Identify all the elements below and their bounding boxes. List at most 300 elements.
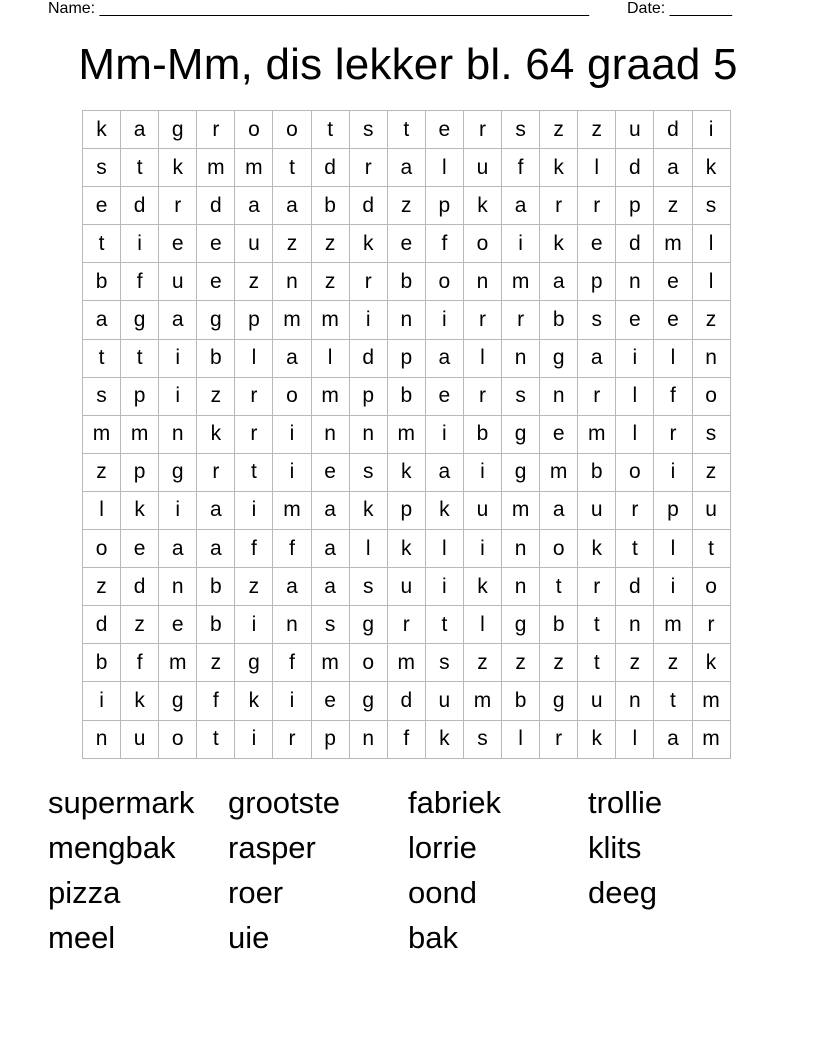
grid-cell[interactable]: n [502,339,540,377]
grid-cell[interactable]: o [425,263,463,301]
grid-cell[interactable]: g [159,453,197,491]
grid-cell[interactable]: u [463,149,501,187]
grid-cell[interactable]: n [616,682,654,720]
grid-cell[interactable]: m [692,720,730,758]
grid-cell[interactable]: d [83,606,121,644]
grid-cell[interactable]: i [616,339,654,377]
grid-cell[interactable]: k [578,530,616,568]
grid-cell[interactable]: e [654,301,692,339]
grid-cell[interactable]: e [425,111,463,149]
grid-cell[interactable]: m [83,415,121,453]
grid-cell[interactable]: a [502,187,540,225]
grid-cell[interactable]: l [654,339,692,377]
grid-cell[interactable]: e [387,225,425,263]
grid-cell[interactable]: e [616,301,654,339]
grid-cell[interactable]: m [654,606,692,644]
grid-cell[interactable]: k [578,720,616,758]
word-list-item: oond [408,875,477,910]
grid-row [83,225,731,263]
grid-cell[interactable]: m [463,682,501,720]
grid-cell[interactable]: z [654,187,692,225]
grid-cell[interactable]: s [578,301,616,339]
grid-cell[interactable]: z [235,263,273,301]
grid-cell[interactable]: k [159,149,197,187]
grid-cell[interactable]: l [692,225,730,263]
grid-cell[interactable]: r [463,111,501,149]
grid-cell[interactable]: u [159,263,197,301]
grid-cell[interactable]: a [235,187,273,225]
grid-cell[interactable]: t [121,149,159,187]
grid-cell[interactable]: t [197,720,235,758]
grid-cell[interactable]: f [273,530,311,568]
grid-cell[interactable]: a [540,491,578,529]
word-list-item: lorrie [408,830,477,865]
grid-cell[interactable]: g [121,301,159,339]
grid-cell[interactable]: a [654,720,692,758]
grid-cell[interactable]: n [502,568,540,606]
grid-cell[interactable]: k [540,225,578,263]
grid-cell[interactable]: a [387,149,425,187]
grid-cell[interactable]: e [83,187,121,225]
grid-cell[interactable]: z [83,453,121,491]
grid-cell[interactable]: l [692,263,730,301]
grid-cell[interactable]: b [463,415,501,453]
grid-cell[interactable]: t [578,644,616,682]
grid-cell[interactable]: g [349,682,387,720]
grid-cell[interactable]: l [463,339,501,377]
grid-cell[interactable]: l [616,377,654,415]
grid-cell[interactable]: i [159,339,197,377]
grid-row [83,339,731,377]
grid-cell[interactable]: s [83,149,121,187]
grid-cell[interactable]: p [425,187,463,225]
grid-cell[interactable]: k [463,568,501,606]
grid-cell[interactable]: u [387,568,425,606]
grid-cell[interactable]: r [463,377,501,415]
grid-cell[interactable]: t [578,606,616,644]
grid-cell[interactable]: l [425,530,463,568]
grid-cell[interactable]: i [273,453,311,491]
grid-cell[interactable]: n [616,606,654,644]
grid-cell[interactable]: r [578,187,616,225]
grid-cell[interactable]: s [502,377,540,415]
grid-cell[interactable]: t [425,606,463,644]
grid-cell[interactable]: b [387,263,425,301]
grid-cell[interactable]: b [578,453,616,491]
grid-cell[interactable]: i [425,301,463,339]
grid-cell[interactable]: n [349,415,387,453]
grid-cell[interactable]: s [502,111,540,149]
grid-cell[interactable]: z [311,263,349,301]
grid-cell[interactable]: a [273,339,311,377]
grid-cell[interactable]: o [159,720,197,758]
grid-cell[interactable]: p [654,491,692,529]
grid-cell[interactable]: k [387,530,425,568]
grid-cell[interactable]: b [540,301,578,339]
grid-cell[interactable]: g [540,682,578,720]
grid-cell[interactable]: l [578,149,616,187]
grid-cell[interactable]: o [616,453,654,491]
grid-cell[interactable]: n [502,530,540,568]
grid-cell[interactable]: d [121,568,159,606]
grid-cell[interactable]: t [311,111,349,149]
grid-cell[interactable]: m [387,644,425,682]
grid-cell[interactable]: p [387,339,425,377]
grid-cell[interactable]: s [83,377,121,415]
grid-cell[interactable]: r [654,415,692,453]
grid-cell[interactable]: k [425,491,463,529]
grid-cell[interactable]: e [540,415,578,453]
grid-cell[interactable]: z [197,644,235,682]
grid-cell[interactable]: i [425,568,463,606]
grid-cell[interactable]: k [463,187,501,225]
grid-cell[interactable]: f [121,263,159,301]
grid-cell[interactable]: b [387,377,425,415]
grid-cell[interactable]: g [159,111,197,149]
grid-cell[interactable]: a [159,530,197,568]
grid-cell[interactable]: m [540,453,578,491]
grid-cell[interactable]: n [616,263,654,301]
grid-cell[interactable]: z [502,644,540,682]
grid-cell[interactable]: f [387,720,425,758]
grid-cell[interactable]: b [83,644,121,682]
grid-cell[interactable]: m [197,149,235,187]
grid-cell[interactable]: n [273,606,311,644]
grid-cell[interactable]: t [121,339,159,377]
grid-cell[interactable]: z [311,225,349,263]
grid-cell[interactable]: t [616,530,654,568]
grid-cell[interactable]: f [502,149,540,187]
grid-cell[interactable]: g [502,415,540,453]
grid-cell[interactable]: u [425,682,463,720]
grid-cell[interactable]: l [654,530,692,568]
grid-cell[interactable]: s [349,568,387,606]
grid-cell[interactable]: a [197,530,235,568]
grid-cell[interactable]: r [502,301,540,339]
grid-cell[interactable]: m [692,682,730,720]
grid-cell[interactable]: g [540,339,578,377]
grid-cell[interactable]: s [692,415,730,453]
grid-cell[interactable]: l [463,606,501,644]
grid-cell[interactable]: s [349,111,387,149]
grid-cell[interactable]: e [654,263,692,301]
grid-cell[interactable]: f [425,225,463,263]
grid-cell[interactable]: l [616,720,654,758]
grid-cell[interactable]: f [121,644,159,682]
grid-cell[interactable]: z [83,568,121,606]
grid-cell[interactable]: o [273,111,311,149]
grid-cell[interactable]: u [121,720,159,758]
grid-cell[interactable]: o [235,111,273,149]
grid-cell[interactable]: l [425,149,463,187]
grid-cell[interactable]: d [121,187,159,225]
word-list-item: supermark [48,785,195,820]
grid-cell[interactable]: r [235,377,273,415]
grid-cell[interactable]: t [540,568,578,606]
grid-row [83,415,731,453]
grid-cell[interactable]: z [463,644,501,682]
grid-cell[interactable]: e [197,225,235,263]
grid-cell[interactable]: b [311,187,349,225]
grid-cell[interactable]: r [273,720,311,758]
grid-cell[interactable]: t [654,682,692,720]
grid-cell[interactable]: m [578,415,616,453]
grid-cell[interactable]: i [349,301,387,339]
grid-cell[interactable]: a [311,530,349,568]
grid-cell[interactable]: i [463,453,501,491]
grid-cell[interactable]: e [578,225,616,263]
grid-cell[interactable]: b [197,606,235,644]
grid-cell[interactable]: p [235,301,273,339]
grid-cell[interactable]: m [273,301,311,339]
grid-cell[interactable]: n [311,415,349,453]
grid-cell[interactable]: a [83,301,121,339]
grid-cell[interactable]: i [273,682,311,720]
word-list-item: bak [408,920,458,955]
grid-cell[interactable]: d [616,225,654,263]
grid-cell[interactable]: e [311,682,349,720]
grid-cell[interactable]: i [502,225,540,263]
grid-cell[interactable]: e [311,453,349,491]
grid-cell[interactable]: n [273,263,311,301]
grid-cell[interactable]: u [616,111,654,149]
grid-cell[interactable]: r [197,111,235,149]
grid-cell[interactable]: i [121,225,159,263]
grid-cell[interactable]: d [311,149,349,187]
grid-cell[interactable]: k [121,682,159,720]
grid-cell[interactable]: o [692,377,730,415]
grid-cell[interactable]: d [349,187,387,225]
grid-cell[interactable]: p [616,187,654,225]
grid-cell[interactable]: n [692,339,730,377]
grid-cell[interactable]: t [235,453,273,491]
grid-cell[interactable]: a [273,187,311,225]
page-title: Mm-Mm, dis lekker bl. 64 graad 5 [78,40,738,89]
grid-cell[interactable]: i [273,415,311,453]
grid-cell[interactable]: l [83,491,121,529]
grid-cell[interactable]: k [83,111,121,149]
grid-cell[interactable]: g [197,301,235,339]
grid-cell[interactable]: s [349,453,387,491]
grid-cell[interactable]: z [197,377,235,415]
grid-cell[interactable]: m [159,644,197,682]
grid-cell[interactable]: k [121,491,159,529]
grid-cell[interactable]: d [197,187,235,225]
grid-cell[interactable]: z [235,568,273,606]
grid-cell[interactable]: i [463,530,501,568]
grid-cell[interactable]: e [159,225,197,263]
grid-cell[interactable]: a [121,111,159,149]
grid-cell[interactable]: s [311,606,349,644]
grid-cell[interactable]: n [159,568,197,606]
grid-cell[interactable]: t [692,530,730,568]
grid-cell[interactable]: k [349,225,387,263]
grid-cell[interactable]: r [235,415,273,453]
grid-cell[interactable]: t [387,111,425,149]
grid-cell[interactable]: u [578,682,616,720]
grid-cell[interactable]: z [387,187,425,225]
grid-cell[interactable]: o [540,530,578,568]
grid-cell[interactable]: a [159,301,197,339]
grid-cell[interactable]: p [121,453,159,491]
grid-cell[interactable]: a [311,568,349,606]
grid-cell[interactable]: z [273,225,311,263]
grid-cell[interactable]: n [540,377,578,415]
grid-cell[interactable]: e [425,377,463,415]
grid-row [83,606,731,644]
grid-cell[interactable]: n [83,720,121,758]
grid-cell[interactable]: i [654,453,692,491]
grid-cell[interactable]: f [273,644,311,682]
grid-cell[interactable]: o [273,377,311,415]
grid-cell[interactable]: b [502,682,540,720]
grid-cell[interactable]: n [349,720,387,758]
grid-cell[interactable]: g [159,682,197,720]
grid-cell[interactable]: r [616,491,654,529]
grid-cell[interactable]: r [197,453,235,491]
grid-cell[interactable]: k [425,720,463,758]
grid-cell[interactable]: f [197,682,235,720]
grid-cell[interactable]: t [83,225,121,263]
grid-cell[interactable]: g [502,606,540,644]
grid-cell[interactable]: p [578,263,616,301]
grid-cell[interactable]: i [692,111,730,149]
grid-cell[interactable]: i [235,606,273,644]
grid-cell[interactable]: l [311,339,349,377]
grid-cell[interactable]: b [197,339,235,377]
grid-cell[interactable]: z [616,644,654,682]
grid-cell[interactable]: d [654,111,692,149]
grid-cell[interactable]: i [83,682,121,720]
grid-cell[interactable]: a [540,263,578,301]
grid-cell[interactable]: m [273,491,311,529]
grid-cell[interactable]: n [387,301,425,339]
grid-cell[interactable]: s [463,720,501,758]
grid-cell[interactable]: g [235,644,273,682]
grid-cell[interactable]: s [692,187,730,225]
grid-cell[interactable]: m [311,377,349,415]
grid-cell[interactable]: a [578,339,616,377]
grid-cell[interactable]: m [311,644,349,682]
grid-cell[interactable]: a [425,453,463,491]
grid-cell[interactable]: g [502,453,540,491]
grid-cell[interactable]: d [616,149,654,187]
grid-row [83,263,731,301]
grid-cell[interactable]: a [197,491,235,529]
grid-cell[interactable]: r [578,568,616,606]
grid-cell[interactable]: r [540,720,578,758]
grid-cell[interactable]: a [273,568,311,606]
grid-cell[interactable]: p [121,377,159,415]
grid-cell[interactable]: o [349,644,387,682]
grid-cell[interactable]: u [692,491,730,529]
grid-cell[interactable]: z [578,111,616,149]
grid-cell[interactable]: u [463,491,501,529]
grid-cell[interactable]: o [463,225,501,263]
grid-cell[interactable]: r [349,263,387,301]
grid-cell[interactable]: b [540,606,578,644]
grid-cell[interactable]: o [83,530,121,568]
grid-cell[interactable]: f [654,377,692,415]
grid-cell[interactable]: t [83,339,121,377]
grid-cell[interactable]: i [654,568,692,606]
grid-cell[interactable]: r [349,149,387,187]
grid-cell[interactable]: k [235,682,273,720]
grid-cell[interactable]: r [463,301,501,339]
grid-cell[interactable]: k [387,453,425,491]
grid-cell[interactable]: z [654,644,692,682]
grid-cell[interactable]: d [616,568,654,606]
grid-cell[interactable]: u [235,225,273,263]
grid-cell[interactable]: s [425,644,463,682]
word-list-item: pizza [48,875,121,910]
grid-cell[interactable]: u [578,491,616,529]
grid-cell[interactable]: n [463,263,501,301]
grid-cell[interactable]: z [692,301,730,339]
grid-cell[interactable]: a [311,491,349,529]
grid-cell[interactable]: l [349,530,387,568]
grid-cell[interactable]: i [159,491,197,529]
grid-cell[interactable]: z [540,111,578,149]
grid-cell[interactable]: p [311,720,349,758]
grid-cell[interactable]: m [311,301,349,339]
grid-cell[interactable]: f [235,530,273,568]
grid-cell[interactable]: m [502,491,540,529]
grid-cell[interactable]: r [578,377,616,415]
grid-cell[interactable]: d [387,682,425,720]
grid-cell[interactable]: a [425,339,463,377]
grid-cell[interactable]: z [692,453,730,491]
grid-cell[interactable]: i [425,415,463,453]
grid-cell[interactable]: t [273,149,311,187]
grid-cell[interactable]: e [121,530,159,568]
grid-cell[interactable]: p [349,377,387,415]
grid-cell[interactable]: n [159,415,197,453]
grid-cell[interactable]: k [692,644,730,682]
grid-cell[interactable]: d [349,339,387,377]
grid-cell[interactable]: a [654,149,692,187]
grid-cell[interactable]: k [540,149,578,187]
grid-cell[interactable]: z [121,606,159,644]
grid-cell[interactable]: r [159,187,197,225]
grid-cell[interactable]: m [121,415,159,453]
grid-cell[interactable]: g [349,606,387,644]
grid-cell[interactable]: r [387,606,425,644]
grid-cell[interactable]: r [540,187,578,225]
grid-cell[interactable]: r [692,606,730,644]
grid-cell[interactable]: m [387,415,425,453]
grid-cell[interactable]: o [692,568,730,606]
grid-cell[interactable]: k [197,415,235,453]
grid-cell[interactable]: i [235,491,273,529]
grid-cell[interactable]: m [654,225,692,263]
grid-cell[interactable]: m [235,149,273,187]
grid-cell[interactable]: b [83,263,121,301]
grid-cell[interactable]: e [197,263,235,301]
grid-cell[interactable]: l [616,415,654,453]
grid-cell[interactable]: l [502,720,540,758]
grid-cell[interactable]: p [387,491,425,529]
grid-cell[interactable]: k [349,491,387,529]
grid-cell[interactable]: e [159,606,197,644]
grid-cell[interactable]: b [197,568,235,606]
grid-cell[interactable]: k [692,149,730,187]
grid-cell[interactable]: i [159,377,197,415]
grid-cell[interactable]: m [502,263,540,301]
grid-cell[interactable]: z [540,644,578,682]
grid-cell[interactable]: i [235,720,273,758]
grid-cell[interactable]: l [235,339,273,377]
